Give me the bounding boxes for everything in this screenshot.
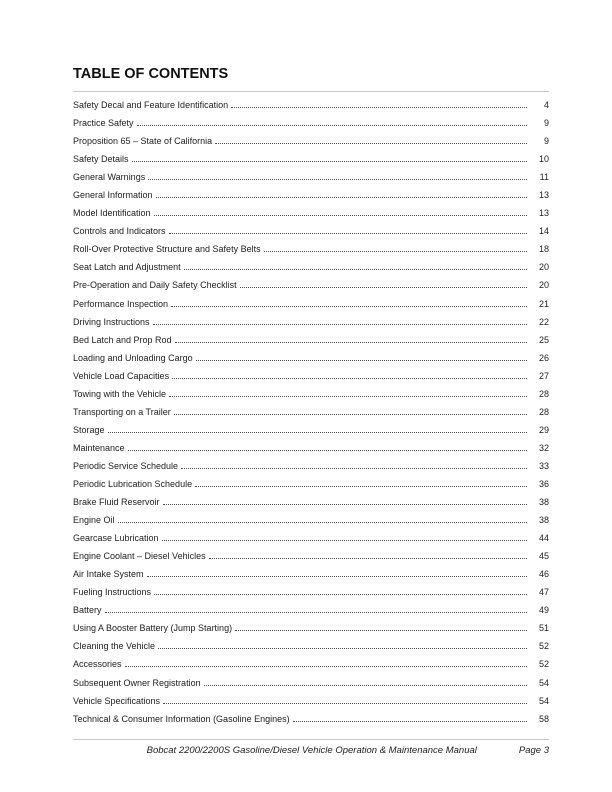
dot-leader — [156, 197, 527, 198]
toc-entry-label: General Warnings — [73, 172, 146, 183]
toc-entry[interactable] — [73, 371, 549, 389]
dot-leader — [105, 612, 527, 613]
toc-entry-page: 10 — [538, 154, 549, 165]
toc-entry-page: 32 — [538, 442, 549, 453]
dot-leader — [153, 324, 527, 325]
toc-entry-page: 44 — [538, 533, 549, 544]
toc-entry-page: 51 — [538, 623, 549, 634]
toc-entry-label: Seat Latch and Adjustment — [73, 262, 181, 273]
page-title: TABLE OF CONTENTS — [73, 66, 229, 82]
toc-entry-label: Transporting on a Trailer — [73, 406, 171, 417]
dot-leader — [240, 287, 527, 288]
toc-entry-page: 28 — [538, 406, 549, 417]
toc-list — [73, 100, 549, 732]
dot-leader — [132, 161, 527, 162]
toc-entry-page: 21 — [538, 298, 549, 309]
toc-entry[interactable] — [73, 244, 549, 262]
toc-entry-label: Air Intake System — [73, 569, 144, 580]
dot-leader — [125, 666, 527, 667]
dot-leader — [264, 251, 527, 252]
dot-leader — [128, 450, 527, 451]
toc-entry[interactable] — [73, 551, 549, 569]
dot-leader — [163, 504, 527, 505]
toc-entry-label: Storage — [73, 424, 105, 435]
toc-entry[interactable] — [73, 659, 549, 677]
dot-leader — [158, 648, 527, 649]
toc-entry-page: 26 — [538, 352, 549, 363]
toc-entry-page: 54 — [538, 695, 549, 706]
toc-entry-label: Periodic Lubrication Schedule — [73, 478, 193, 489]
toc-entry-page: 36 — [538, 478, 549, 489]
toc-entry-page: 13 — [538, 208, 549, 219]
toc-entry-label: Gearcase Lubrication — [73, 533, 159, 544]
toc-entry-label: Safety Decal and Feature Identification — [73, 100, 229, 110]
toc-entry-page: 28 — [538, 388, 549, 399]
page-number: Page 3 — [518, 745, 549, 756]
dot-leader — [169, 233, 527, 234]
toc-entry-label: Safety Details — [73, 154, 129, 165]
toc-entry[interactable] — [73, 226, 549, 244]
title-divider — [73, 91, 549, 92]
dot-leader — [181, 468, 527, 469]
toc-entry-page: 38 — [538, 497, 549, 508]
toc-entry[interactable] — [73, 299, 549, 317]
toc-entry-label: Model Identification — [73, 208, 151, 219]
footer-divider — [73, 739, 549, 740]
toc-entry[interactable] — [73, 515, 549, 533]
toc-entry-page: 54 — [538, 677, 549, 688]
toc-entry[interactable] — [73, 443, 549, 461]
manual-title: Bobcat 2200/2200S Gasoline/Diesel Vehicle Operation & Maintenance Manual — [146, 745, 477, 756]
toc-entry[interactable] — [73, 407, 549, 425]
toc-entry-page: 20 — [538, 280, 549, 291]
dot-leader — [215, 143, 527, 144]
toc-entry[interactable] — [73, 262, 549, 280]
toc-entry-page: 13 — [538, 190, 549, 201]
toc-entry[interactable] — [73, 100, 549, 118]
toc-entry-label: Brake Fluid Reservoir — [73, 497, 160, 508]
toc-entry[interactable] — [73, 623, 549, 641]
toc-entry-label: Using A Booster Battery (Jump Starting) — [73, 623, 233, 634]
toc-entry-label: Engine Oil — [73, 515, 115, 526]
toc-entry-page: 27 — [538, 370, 549, 381]
dot-leader — [174, 414, 527, 415]
toc-entry-label: Battery — [73, 605, 102, 616]
toc-entry-page: 9 — [543, 118, 549, 129]
toc-entry-label: Loading and Unloading Cargo — [73, 352, 193, 363]
toc-entry[interactable] — [73, 587, 549, 605]
toc-entry-label: Driving Instructions — [73, 316, 150, 327]
dot-leader — [175, 342, 527, 343]
dot-leader — [169, 396, 527, 397]
toc-entry[interactable] — [73, 479, 549, 497]
dot-leader — [184, 269, 527, 270]
dot-leader — [196, 360, 527, 361]
toc-entry-label: Pre-Operation and Daily Safety Checklist — [73, 280, 237, 291]
toc-entry-page: 46 — [538, 569, 549, 580]
toc-entry[interactable] — [73, 208, 549, 226]
toc-entry-label: Vehicle Specifications — [73, 695, 161, 706]
dot-leader — [148, 179, 527, 180]
toc-entry[interactable] — [73, 335, 549, 353]
toc-entry-label: Subsequent Owner Registration — [73, 677, 201, 688]
toc-entry-page: 29 — [538, 424, 549, 435]
toc-entry-page: 11 — [539, 172, 549, 183]
toc-entry-label: Roll-Over Protective Structure and Safety Belts — [73, 244, 261, 255]
toc-entry-label: Bed Latch and Prop Rod — [73, 334, 172, 345]
dot-leader — [204, 685, 527, 686]
toc-entry[interactable] — [73, 714, 549, 732]
toc-entry-page: 20 — [538, 262, 549, 273]
toc-entry-label: Maintenance — [73, 442, 125, 453]
toc-entry-page: 14 — [538, 226, 549, 237]
toc-entry-label: Performance Inspection — [73, 298, 169, 309]
toc-entry[interactable] — [73, 118, 549, 136]
dot-leader — [154, 215, 527, 216]
toc-entry-label: Practice Safety — [73, 118, 134, 129]
toc-entry[interactable] — [73, 353, 549, 371]
toc-entry[interactable] — [73, 136, 549, 154]
page-footer — [73, 745, 549, 756]
dot-leader — [172, 378, 527, 379]
toc-entry-page: 33 — [538, 460, 549, 471]
dot-leader — [171, 306, 527, 307]
dot-leader — [163, 703, 527, 704]
toc-entry-page: 58 — [538, 713, 549, 724]
dot-leader — [118, 522, 527, 523]
toc-entry-page: 4 — [543, 100, 549, 110]
toc-entry-label: Technical & Consumer Information (Gasoline Engines) — [73, 713, 290, 724]
toc-entry-page: 18 — [538, 244, 549, 255]
toc-entry-label: Controls and Indicators — [73, 226, 166, 237]
toc-entry[interactable] — [73, 605, 549, 623]
toc-entry-label: Accessories — [73, 659, 122, 670]
dot-leader — [195, 486, 527, 487]
dot-leader — [293, 721, 527, 722]
toc-entry-label: Periodic Service Schedule — [73, 460, 179, 471]
toc-entry-page: 45 — [538, 551, 549, 562]
toc-entry[interactable] — [73, 569, 549, 587]
toc-entry[interactable] — [73, 678, 549, 696]
toc-entry-label: Proposition 65 – State of California — [73, 136, 213, 147]
toc-entry-page: 25 — [538, 334, 549, 345]
dot-leader — [137, 125, 527, 126]
toc-entry[interactable] — [73, 317, 549, 335]
toc-entry[interactable] — [73, 497, 549, 515]
toc-entry[interactable] — [73, 172, 549, 190]
toc-entry-page: 52 — [538, 641, 549, 652]
dot-leader — [154, 594, 527, 595]
toc-entry-label: Cleaning the Vehicle — [73, 641, 156, 652]
toc-entry-label: Towing with the Vehicle — [73, 388, 167, 399]
toc-entry-label: Engine Coolant – Diesel Vehicles — [73, 551, 206, 562]
toc-entry-page: 9 — [543, 136, 549, 147]
toc-entry[interactable] — [73, 461, 549, 479]
dot-leader — [108, 432, 527, 433]
toc-entry-page: 22 — [538, 316, 549, 327]
dot-leader — [147, 576, 527, 577]
toc-entry-page: 52 — [538, 659, 549, 670]
toc-entry-label: General Information — [73, 190, 153, 201]
dot-leader — [235, 630, 527, 631]
dot-leader — [209, 558, 527, 559]
toc-entry-page: 49 — [538, 605, 549, 616]
toc-entry-page: 47 — [538, 587, 549, 598]
toc-entry[interactable] — [73, 280, 549, 298]
toc-entry[interactable] — [73, 425, 549, 443]
dot-leader — [231, 107, 527, 108]
toc-entry-page: 38 — [538, 515, 549, 526]
toc-entry-label: Fueling Instructions — [73, 587, 152, 598]
toc-entry[interactable] — [73, 641, 549, 659]
dot-leader — [162, 540, 527, 541]
toc-entry[interactable] — [73, 696, 549, 714]
toc-entry[interactable] — [73, 154, 549, 172]
toc-entry[interactable] — [73, 190, 549, 208]
toc-entry[interactable] — [73, 389, 549, 407]
toc-entry-label: Vehicle Load Capacities — [73, 370, 170, 381]
toc-entry[interactable] — [73, 533, 549, 551]
